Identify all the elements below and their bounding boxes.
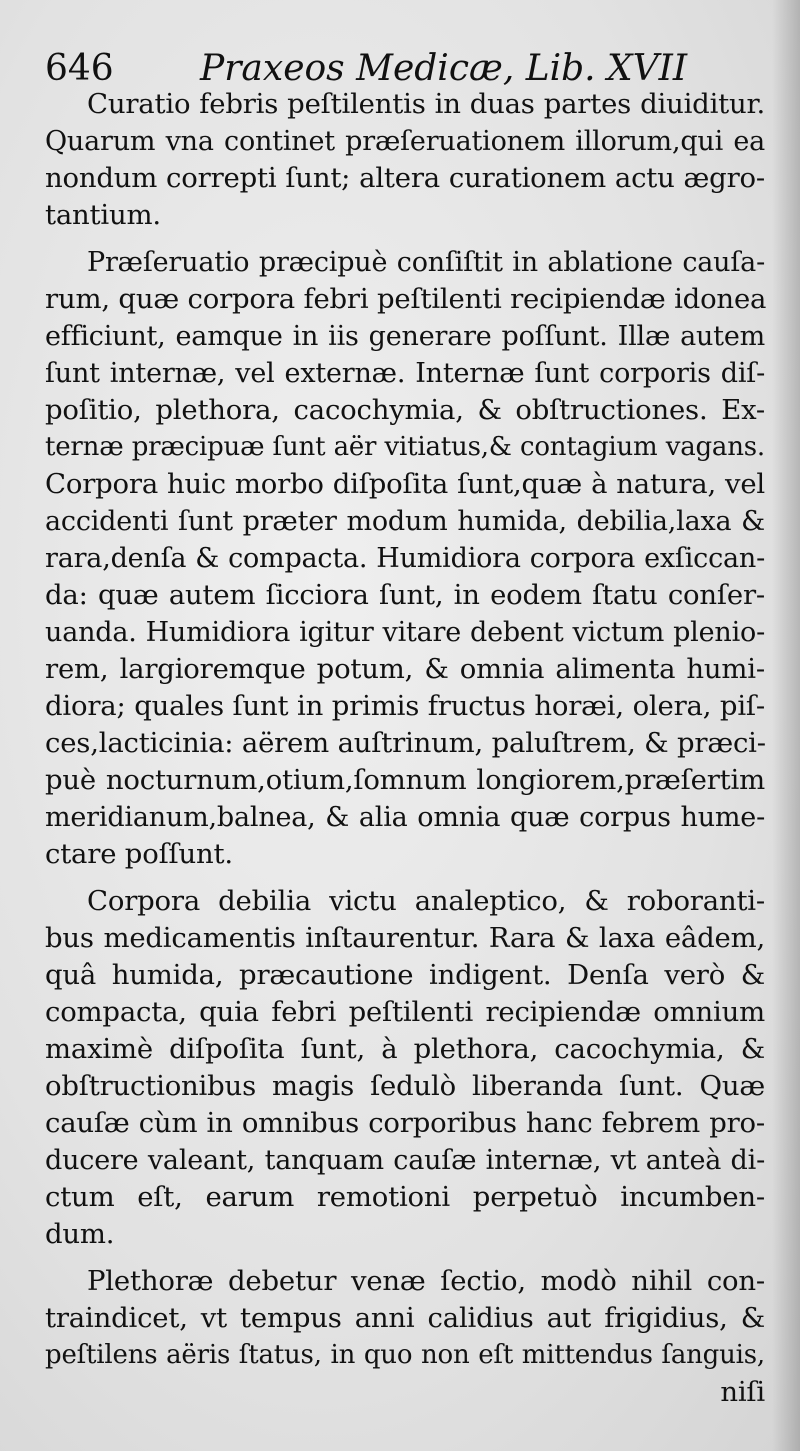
text-line: quâ humida, præcautione indigent. Denſa verò & xyxy=(45,959,765,991)
text-line: Curatio febris peſtilentis in duas partes diuiditur. xyxy=(87,88,765,120)
text-line: bus medicamentis inſtaurentur. Rara & laxa eâdem, xyxy=(45,922,765,954)
text-line: maximè diſpoſita ſunt, à plethora, cacochymia, & xyxy=(45,1033,765,1065)
text-line: rem, largioremque potum, & omnia alimenta humi- xyxy=(45,653,765,685)
text-line: uanda. Humidiora igitur vitare debent victum plenio- xyxy=(45,617,765,648)
text-line: ſunt internæ, vel externæ. Internæ ſunt corporis diſ- xyxy=(45,358,765,389)
text-line: ces,lacticinia: aërem auſtrinum, paluſtrem, & præci- xyxy=(45,727,766,759)
text-line: efficiunt, eamque in iis generare poſſunt. Illæ autem xyxy=(45,321,765,352)
running-title: Praxeos Medicæ, Lib. XVII xyxy=(200,48,688,89)
text-line: nondum correpti ſunt; altera curationem actu ægro- xyxy=(45,162,765,194)
text-line: dum. xyxy=(45,1218,115,1250)
page-number: 646 xyxy=(45,48,114,89)
text-line: compacta, quia febri peſtilenti recipiendæ omnium xyxy=(45,996,765,1028)
text-line: ctum eſt, earum remotioni perpetuò incumben- xyxy=(45,1181,765,1213)
text-line: Quarum vna continet præſeruationem illorum,qui ea xyxy=(45,126,765,157)
text-line: Corpora huic morbo diſpoſita ſunt,quæ à natura, vel xyxy=(45,468,765,500)
text-line: diora; quales ſunt in primis fructus horæi, olera, piſ- xyxy=(45,690,765,722)
text-line: accidenti ſunt præter modum humida, debilia,laxa & xyxy=(45,506,765,537)
catchword: niſi xyxy=(720,1376,765,1408)
text-line: meridianum,balnea, & alia omnia quæ corpus hume- xyxy=(45,802,765,833)
text-line: rum, quæ corpora febri peſtilenti recipiendæ idonea xyxy=(45,283,767,315)
text-line: da: quæ autem ſicciora ſunt, in eodem ſtatu conſer- xyxy=(45,579,765,611)
text-line: cauſæ cùm in omnibus corporibus hanc febrem pro- xyxy=(45,1107,765,1139)
body-text xyxy=(45,86,765,1411)
text-line: ternæ præcipuæ ſunt aër vitiatus,& contagium vagans. xyxy=(45,432,765,462)
text-line: puè nocturnum,otium,ſomnum longiorem,præſertim xyxy=(45,764,765,796)
text-line: rara,denſa & compacta. Humidiora corpora exſiccan- xyxy=(45,543,765,574)
text-line: ducere valeant, tanquam cauſæ internæ, vt anteà di- xyxy=(45,1145,765,1176)
text-line: Corpora debilia victu analeptico, & roboranti- xyxy=(87,885,765,917)
text-line: tantium. xyxy=(45,199,161,231)
text-line: obſtructionibus magis ſedulò liberanda ſunt. Quæ xyxy=(45,1070,765,1102)
text-line: Præſeruatio præcipuè conſiſtit in ablatione cauſa- xyxy=(87,247,765,278)
text-line: ctare poſſunt. xyxy=(45,838,233,870)
text-line: peſtilens aëris ſtatus, in quo non eſt mittendus ſanguis, xyxy=(45,1340,765,1370)
text-line: traindicet, vt tempus anni calidius aut frigidius, & xyxy=(45,1302,765,1334)
text-line: Plethoræ debetur venæ ſectio, modò nihil con- xyxy=(87,1265,765,1297)
text-line: poſitio, plethora, cacochymia, & obſtructiones. Ex- xyxy=(45,394,765,426)
page-edge-shadow xyxy=(772,0,800,1451)
